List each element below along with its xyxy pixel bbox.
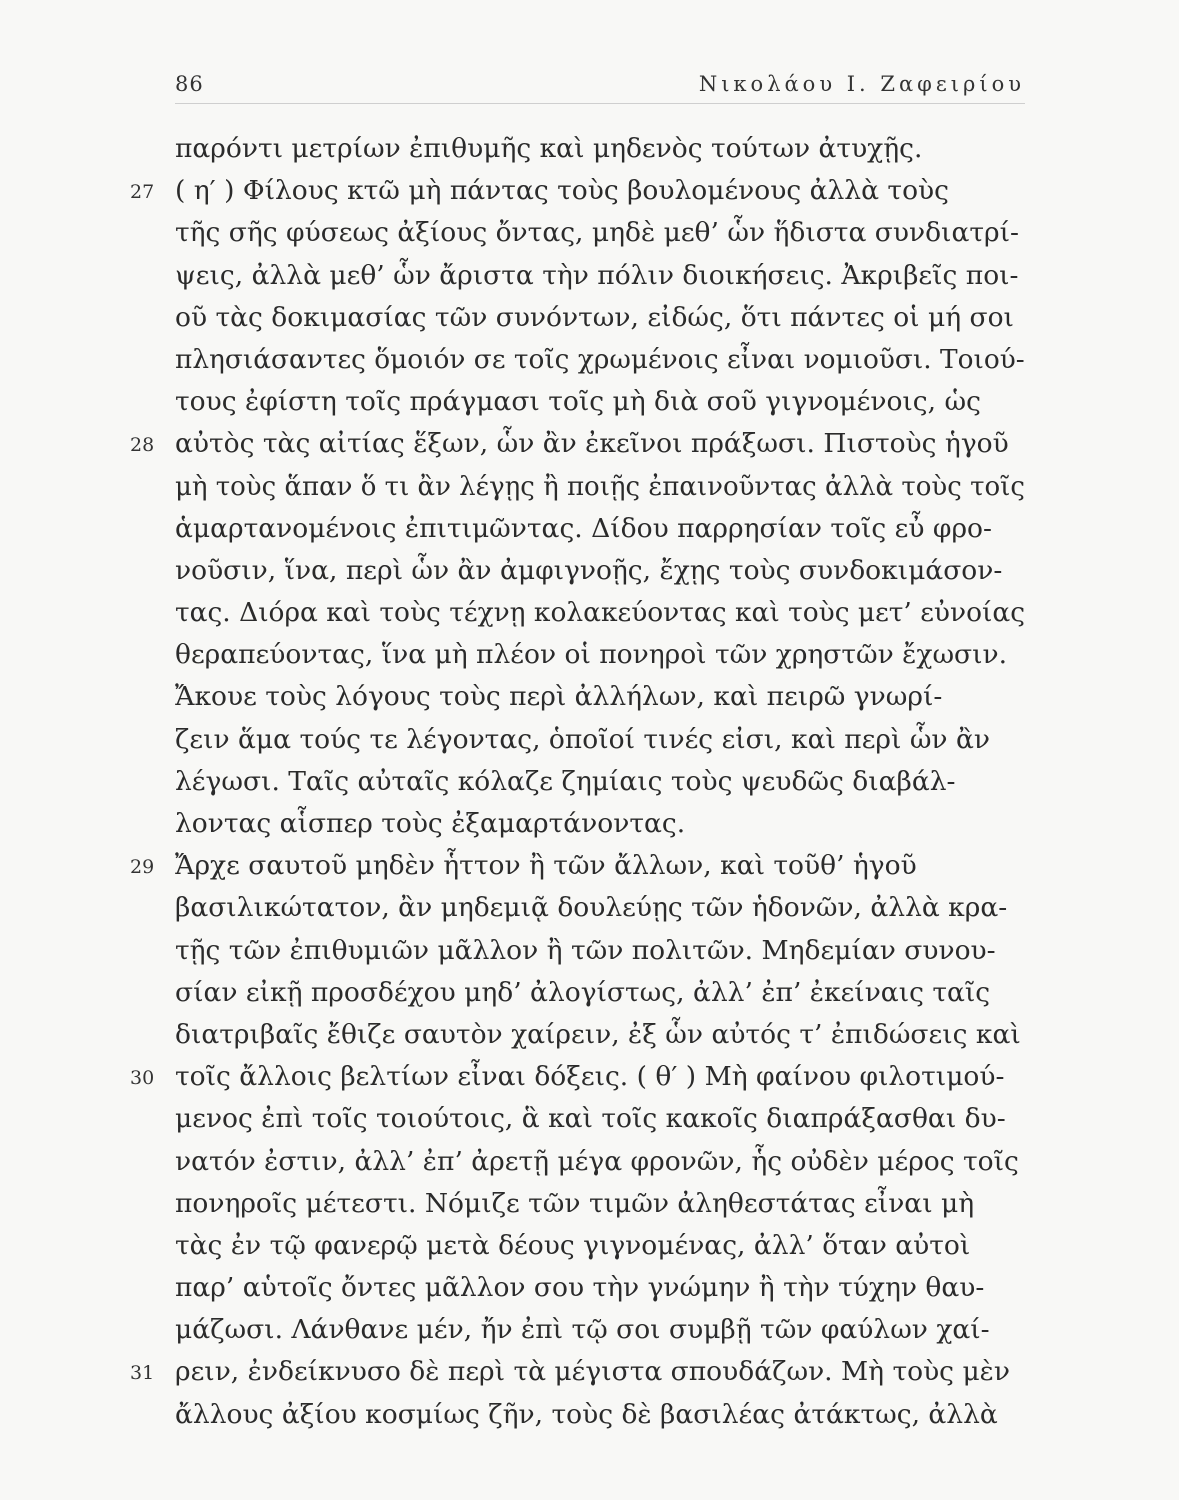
text-line [175, 676, 1025, 718]
line-text: αὐτὸς τὰς αἰτίας ἕξων, ὧν ἂν ἐκεῖνοι πράξωσι. Πιστοὺς ἡγοῦ [175, 428, 1009, 460]
text-line [175, 212, 1025, 254]
text-line [175, 719, 1025, 761]
line-text: διατριβαῖς ἔθιζε σαυτὸν χαίρειν, ἐξ ὧν αὐτός τ’ ἐπιδώσεις καὶ [175, 1018, 1021, 1050]
text-line [175, 550, 1025, 592]
section-number: 31 [130, 1362, 155, 1385]
text-line [130, 1056, 1025, 1098]
line-text: οῦ τὰς δοκιμασίας τῶν συνόντων, εἰδώς, ὅτι πάντες οἱ μή σοι [175, 301, 1014, 333]
text-line [175, 1394, 1025, 1436]
line-text: θεραπεύοντας, ἵνα μὴ πλέον οἱ πονηροὶ τῶν χρηστῶν ἔχωσιν. [175, 639, 1008, 671]
line-text: μὴ τοὺς ἅπαν ὅ τι ἂν λέγῃς ἢ ποιῇς ἐπαινοῦντας ἀλλὰ τοὺς τοῖς [175, 470, 1025, 502]
text-line [175, 972, 1025, 1014]
section-number: 27 [130, 181, 155, 204]
line-text: τους ἐφίστη τοῖς πράγμασι τοῖς μὴ διὰ σοῦ γιγνομένοις, ὡς [175, 386, 981, 418]
text-line [175, 128, 1025, 170]
line-text: σίαν εἰκῇ προσδέχου μηδ’ ἀλογίστως, ἀλλ’ ἐπ’ ἐκείναις ταῖς [175, 976, 991, 1008]
text-line [130, 845, 1025, 887]
line-text: ἄλλους ἀξίου κοσμίως ζῆν, τοὺς δὲ βασιλέας ἀτάκτως, ἀλλὰ [175, 1398, 998, 1430]
text-line [175, 1141, 1025, 1183]
text-line [175, 887, 1025, 929]
text-line [175, 508, 1025, 550]
line-text: λοντας αἷσπερ τοὺς ἐξαμαρτάνοντας. [175, 808, 686, 839]
line-text: τῇς τῶν ἐπιθυμιῶν μᾶλλον ἢ τῶν πολιτῶν. Μηδεμίαν συνου- [175, 934, 996, 966]
line-text: νατόν ἐστιν, ἀλλ’ ἐπ’ ἀρετῇ μέγα φρονῶν, ἧς οὐδὲν μέρος τοῖς [175, 1145, 1019, 1177]
text-line [175, 1309, 1025, 1351]
line-text: νοῦσιν, ἵνα, περὶ ὧν ἂν ἀμφιγνοῇς, ἔχῃς τοὺς συνδοκιμάσον- [175, 554, 1003, 586]
text-line [175, 930, 1025, 972]
line-text: πλησιάσαντες ὅμοιόν σε τοῖς χρωμένοις εἶναι νομιοῦσι. Τοιού- [175, 343, 1025, 375]
text-line [130, 423, 1025, 465]
line-text: παρ’ αὑτοῖς ὄντες μᾶλλον σου τὴν γνώμην ἢ τὴν τύχην θαυ- [175, 1272, 985, 1304]
line-text: τὰς ἐν τῷ φανερῷ μετὰ δέους γιγνομένας, ἀλλ’ ὅταν αὐτοὶ [175, 1229, 971, 1261]
line-text: ( η′ ) Φίλους κτῶ μὴ πάντας τοὺς βουλομένους ἀλλὰ τοὺς [175, 175, 949, 207]
header-rule [175, 103, 1025, 104]
line-text: τοῖς ἄλλοις βελτίων εἶναι δόξεις. ( θ′ ) Μὴ φαίνου φιλοτιμού- [175, 1061, 1005, 1093]
text-line [175, 381, 1025, 423]
text-line [175, 1014, 1025, 1056]
text-line [175, 1225, 1025, 1267]
text-line [175, 592, 1025, 634]
line-text: μάζωσι. Λάνθανε μέν, ἤν ἐπὶ τῷ σοι συμβῇ τῶν φαύλων χαί- [175, 1314, 990, 1346]
line-text: παρόντι μετρίων ἐπιθυμῆς καὶ μηδενὸς τούτων ἀτυχῇς. [175, 133, 923, 164]
text-line [175, 255, 1025, 297]
section-number: 29 [130, 856, 155, 879]
body-text [130, 128, 1026, 1436]
text-line [175, 1098, 1025, 1140]
text-line [175, 634, 1025, 676]
text-line [175, 1267, 1025, 1309]
section-number: 28 [130, 434, 155, 457]
line-text: ἁμαρτανομένοις ἐπιτιμῶντας. Δίδου παρρησίαν τοῖς εὖ φρο- [175, 512, 992, 544]
running-head: Νικολάου Ι. Ζαφειρίου [698, 72, 1025, 96]
line-text: τῆς σῆς φύσεως ἀξίους ὄντας, μηδὲ μεθ’ ὧν ἥδιστα συνδιατρί- [175, 217, 1019, 249]
line-text: μενος ἐπὶ τοῖς τοιούτοις, ἃ καὶ τοῖς κακοῖς διαπράξασθαι δυ- [175, 1103, 1006, 1135]
line-text: πονηροῖς μέτεστι. Νόμιζε τῶν τιμῶν ἀληθεστάτας εἶναι μὴ [175, 1187, 975, 1219]
text-line [130, 1351, 1025, 1393]
line-text: ψεις, ἀλλὰ μεθ’ ὧν ἄριστα τὴν πόλιν διοικήσεις. Ἀκριβεῖς ποι- [175, 259, 1019, 291]
line-text: Ἄκουε τοὺς λόγους τοὺς περὶ ἀλλήλων, καὶ πειρῶ γνωρί- [175, 681, 943, 713]
text-line [175, 466, 1025, 508]
text-line [175, 803, 1025, 845]
text-line [175, 339, 1025, 381]
line-text: Ἄρχε σαυτοῦ μηδὲν ἧττον ἢ τῶν ἄλλων, καὶ τοῦθ’ ἡγοῦ [175, 850, 917, 882]
text-line [130, 170, 1025, 212]
text-line [175, 761, 1025, 803]
page-number: 86 [175, 72, 204, 96]
line-text: ζειν ἅμα τούς τε λέγοντας, ὁποῖοί τινές εἰσι, καὶ περὶ ὧν ἂν [175, 723, 990, 755]
text-line [175, 1183, 1025, 1225]
line-text: βασιλικώτατον, ἂν μηδεμιᾷ δουλεύῃς τῶν ἡδονῶν, ἀλλὰ κρα- [175, 892, 1008, 924]
line-text: λέγωσι. Ταῖς αὐταῖς κόλαζε ζημίαις τοὺς ψευδῶς διαβάλ- [175, 765, 956, 797]
line-text: ρειν, ἐνδείκνυσο δὲ περὶ τὰ μέγιστα σπουδάζων. Μὴ τοὺς μὲν [175, 1356, 1010, 1388]
page-header [175, 70, 1025, 100]
section-number: 30 [130, 1067, 155, 1090]
text-line [175, 297, 1025, 339]
line-text: τας. Διόρα καὶ τοὺς τέχνῃ κολακεύοντας καὶ τοὺς μετ’ εὐνοίας [175, 597, 1026, 629]
